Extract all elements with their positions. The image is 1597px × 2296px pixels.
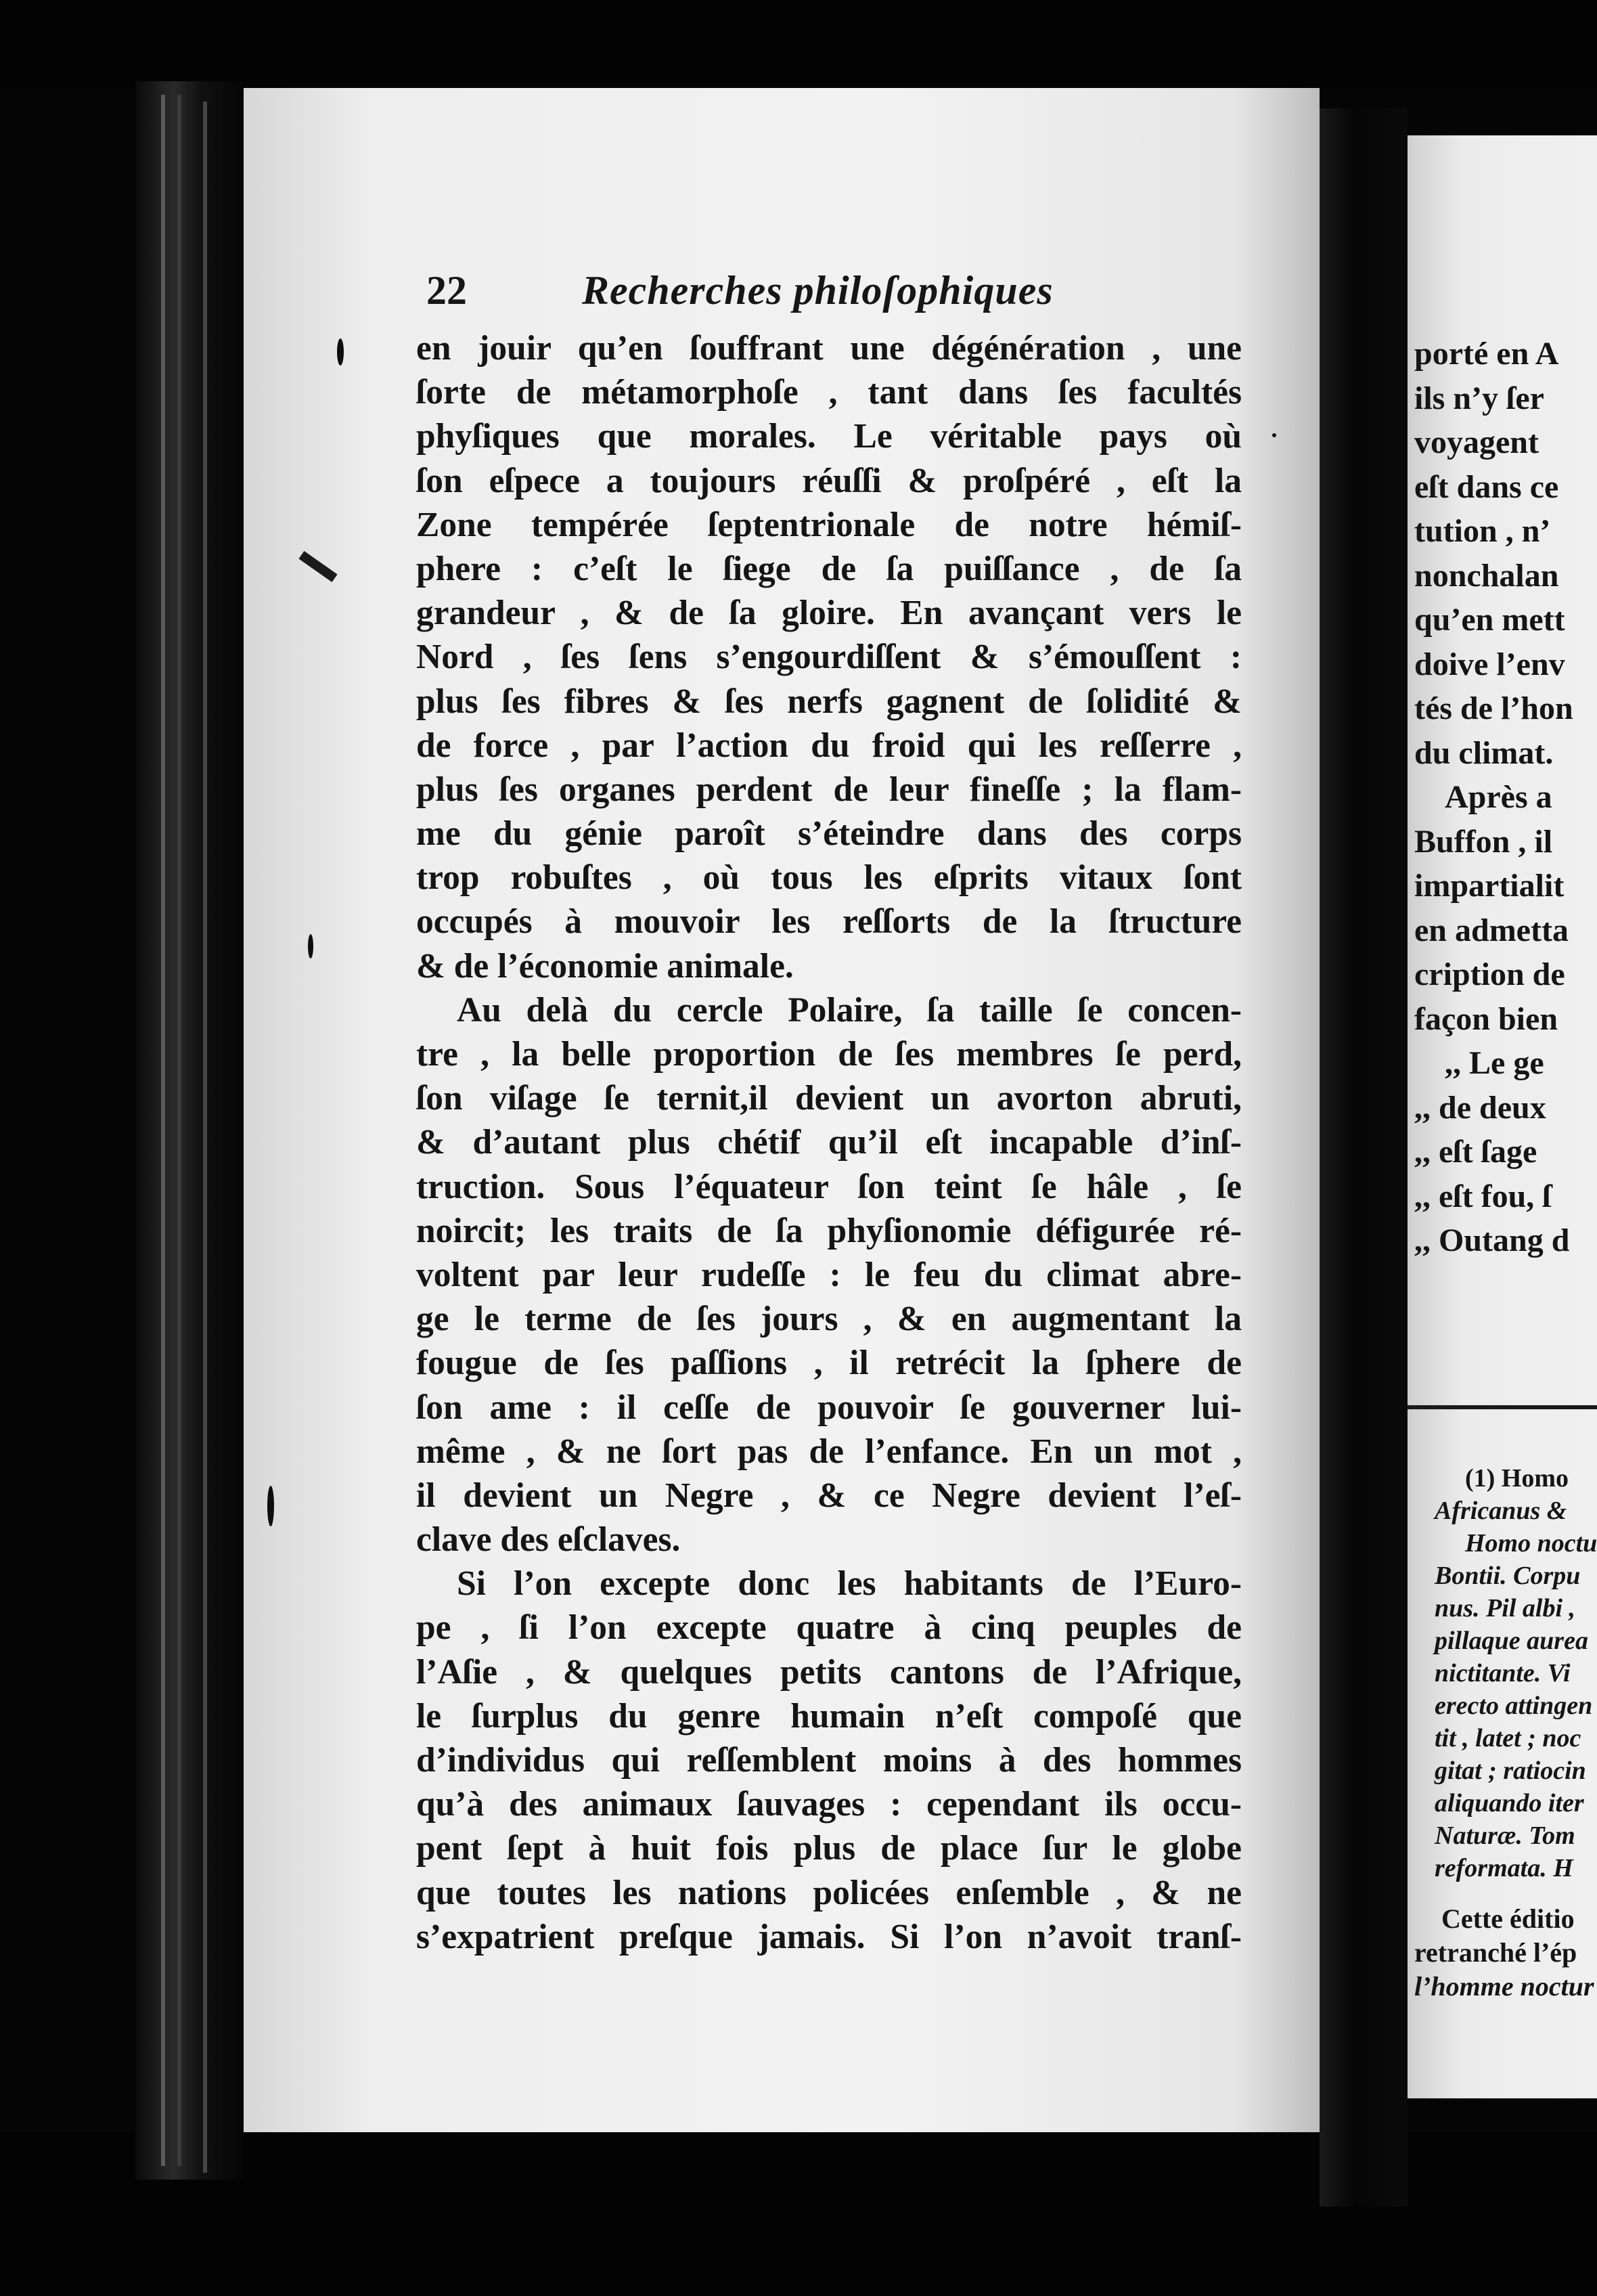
spine-edge-line — [161, 95, 165, 2166]
text-line: ,, de deux — [1414, 1089, 1546, 1126]
page-gutter — [1320, 108, 1408, 2207]
text-line: Cette éditio — [1441, 1903, 1575, 1934]
text-line: ſon viſage ſe ternit,il devient un avorton abruti, — [416, 1079, 1242, 1118]
text-line: & de l’économie animale. — [416, 946, 794, 986]
text-line: Nord , ſes ſens s’engourdiſſent & s’émouſſent : — [416, 638, 1242, 677]
text-line: & d’autant plus chétif qu’il eſt incapable d’inſ- — [416, 1123, 1242, 1162]
text-line: ſorte de métamorphoſe , tant dans ſes facultés — [416, 373, 1242, 412]
text-line: voltent par leur rudeſſe : le feu du climat abre- — [416, 1255, 1242, 1294]
text-line: même , & ne ſort pas de l’enfance. En un mot , — [416, 1432, 1242, 1471]
text-line: Zone tempérée ſeptentrionale de notre hémiſ- — [416, 505, 1242, 544]
text-line: en jouir qu’en ſouffrant une dégénération , une — [416, 329, 1242, 368]
text-line: l’Aſie , & quelques petits cantons de l’Afrique, — [416, 1652, 1242, 1692]
text-line: phere : c’eſt le ſiege de ſa puiſſance , de ſa — [416, 549, 1242, 588]
text-line: noircit; les traits de ſa phyſionomie défigurée ré- — [416, 1211, 1242, 1250]
right-page-bottom-text — [1414, 1902, 1597, 2004]
text-line: Buffon , il — [1414, 823, 1553, 860]
footnote-line: gitat ; ratiocin — [1435, 1757, 1586, 1785]
footnote-line: Africanus & — [1435, 1497, 1567, 1525]
text-line: que toutes les nations policées enſemble , & ne — [416, 1873, 1242, 1912]
text-line: occupés à mouvoir les reſſorts de la ſtructure — [416, 902, 1242, 942]
text-line: il devient un Negre , & ce Negre devient l’eſ- — [416, 1476, 1242, 1515]
text-line: le ſurplus du genre humain n’eſt compoſé que — [416, 1696, 1242, 1736]
text-line: s’expatrient preſque jamais. Si l’on n’avoit tranſ- — [416, 1917, 1242, 1956]
text-line: trop robuſtes , où tous les eſprits vitaux ſont — [416, 858, 1242, 898]
text-line: Si l’on excepte donc les habitants de l’Euro- — [457, 1564, 1242, 1604]
text-line: porté en A — [1414, 336, 1559, 372]
page-number: 22 — [426, 268, 467, 313]
running-head — [426, 267, 1238, 328]
footnote-line: pillaque aurea — [1435, 1627, 1588, 1655]
text-line: de force , par l’action du froid qui les reſſerre , — [416, 726, 1242, 765]
footnote-line: tit , latet ; noc — [1435, 1724, 1581, 1752]
text-line: nonchalan — [1414, 557, 1559, 594]
footnote-line: (1) Homo — [1465, 1464, 1569, 1493]
footnote-line: nus. Pil albi , — [1435, 1594, 1575, 1622]
text-line: ,, eſt ſage — [1414, 1134, 1537, 1170]
text-line: ſon eſpece a toujours réuſſi & proſpéré , eſt la — [416, 461, 1242, 500]
scan-speck — [267, 1486, 274, 1526]
text-line: Après a — [1445, 779, 1552, 815]
text-line: qu’en mett — [1414, 602, 1565, 638]
footnote-line: erecto attingen — [1435, 1692, 1593, 1720]
text-line: voyagent — [1414, 424, 1539, 460]
text-line: ge le terme de ſes jours , & en augmentant la — [416, 1300, 1242, 1339]
text-line: l’homme noctur — [1414, 1971, 1594, 2002]
footnote-line: nictitante. Vi — [1435, 1659, 1571, 1687]
text-line: ,, eſt fou, ſ — [1414, 1178, 1552, 1214]
text-line: ſon ame : il ceſſe de pouvoir ſe gouverner lui- — [416, 1388, 1242, 1427]
text-line: façon bien — [1414, 1000, 1558, 1037]
footnote-line: aliquando iter — [1435, 1789, 1584, 1817]
left-page-body-text — [416, 326, 1242, 1959]
text-line: d’individus qui reſſemblent moins à des hommes — [416, 1741, 1242, 1780]
text-line: grandeur , & de ſa gloire. En avançant vers le — [416, 594, 1242, 633]
right-page-body-text — [1414, 332, 1597, 1263]
text-line: plus ſes organes perdent de leur fineſſe ; la flam- — [416, 770, 1242, 809]
spine-edge-line — [177, 95, 181, 2166]
text-line: phyſiques que morales. Le véritable pays où — [416, 417, 1242, 456]
text-line: me du génie paroît s’éteindre dans des corps — [416, 814, 1242, 854]
text-line: tre , la belle proportion de ſes membres ſe perd, — [416, 1035, 1242, 1074]
text-line: ils n’y ſer — [1414, 380, 1544, 416]
text-line: ,, Outang d — [1414, 1222, 1570, 1258]
footnote-line: Bontii. Corpu — [1435, 1562, 1581, 1590]
text-line: eſt dans ce — [1414, 468, 1559, 505]
spine-edge-line — [203, 102, 207, 2173]
footnote-line: Homo noctu — [1465, 1529, 1597, 1558]
scan-speck — [308, 934, 313, 958]
footnote-line: Naturæ. Tom — [1435, 1822, 1575, 1850]
text-line: impartialit — [1414, 868, 1565, 904]
text-line: tution , n’ — [1414, 513, 1551, 549]
footnote-rule — [1408, 1405, 1597, 1409]
text-line: retranché l’ép — [1414, 1937, 1577, 1968]
running-head-title: Recherches philoſophiques — [582, 268, 1054, 313]
footnote-line: reformata. H — [1435, 1854, 1573, 1882]
book-spine — [135, 81, 244, 2180]
text-line: fougue de ſes paſſions , il retrécit la ſphere de — [416, 1344, 1242, 1383]
text-line: truction. Sous l’équateur ſon teint ſe hâle , ſe — [416, 1167, 1242, 1206]
scan-speck — [337, 338, 344, 366]
text-line: du climat. — [1414, 734, 1554, 771]
text-line: ,, Le ge — [1445, 1045, 1544, 1081]
text-line: en admetta — [1414, 912, 1569, 948]
text-line: pe , ſi l’on excepte quatre à cinq peuples de — [416, 1608, 1242, 1648]
text-line: doive l’env — [1414, 646, 1565, 682]
text-line: qu’à des animaux ſauvages : cependant ils occu- — [416, 1785, 1242, 1824]
scan-speck — [1272, 433, 1276, 437]
text-line: tés de l’hon — [1414, 690, 1573, 726]
text-line: plus ſes fibres & ſes nerfs gagnent de ſolidité & — [416, 682, 1242, 721]
text-line: cription de — [1414, 956, 1565, 992]
scan-top-border — [0, 0, 1597, 88]
text-line: Au delà du cercle Polaire, ſa taille ſe concen- — [457, 990, 1242, 1030]
right-page-footnotes — [1435, 1462, 1597, 1884]
text-line: pent ſept à huit fois plus de place ſur le globe — [416, 1829, 1242, 1868]
text-line: clave des eſclaves. — [416, 1520, 681, 1560]
